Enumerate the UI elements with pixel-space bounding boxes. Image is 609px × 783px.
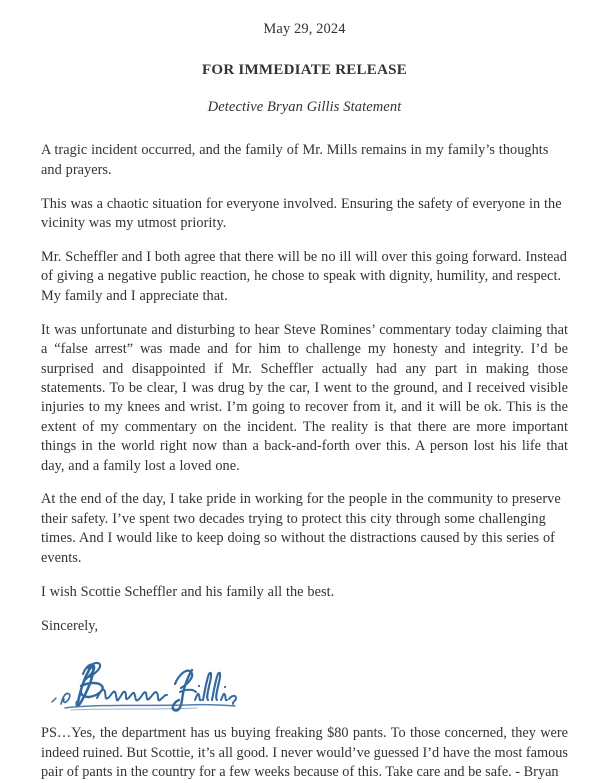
paragraph-5: At the end of the day, I take pride in working for the people in the community to preserve their safety. I’ve spent two decades trying to protect this city through some challenging times. And I would like to keep doing so without the distractions caused by this series of events. [41,491,561,566]
closing-salutation: Sincerely, [41,617,99,634]
paragraph-6: I wish Scottie Scheffler and his family all the best. [41,583,335,600]
paragraph-2: This was a chaotic situation for everyone involved. Ensuring the safety of everyone in the vicinity was my utmost priority. [41,195,562,232]
paragraph-3: Mr. Scheffler and I both agree that there will be no ill will over this going forward. Instead of giving a negative public reaction, he chose to speak with dignity, humility, and respect. My family and I appreciate that. [41,249,567,304]
document-subtitle: Detective Bryan Gillis Statement [207,99,402,116]
postscript-paragraph: PS…Yes, the department has us buying freaking $80 pants. To those concerned, they were indeed ruined. But Scottie, it’s all good. I never would’ve guessed I’d have the most famous pair of pants in the country for a few weeks because of this. Take care and be safe. - Bryan [41,725,568,781]
signature-block [41,650,568,724]
paragraph-4: It was unfortunate and disturbing to hear Steve Romines’ commentary today claiming that a “false arrest” was made and for him to challenge my honesty and integrity. I’d be surprised and disappointed if Mr. Scheffler actually had any part in making those statements. To be clear, I was drug by the car, I went to the ground, and I received visible injuries to my knees and wrist. I’m going to recover from it, and it will be ok. This is the extent of my commentary on the incident. The reality is that there are more important things in the world right now than a back-and-forth over this. A person lost his life that day, and a family lost a loved one. [41,321,568,474]
handwritten-signature-icon [47,652,247,718]
postscript-block [41,724,568,782]
document-body [41,116,568,782]
document-date: May 29, 2024 [263,21,346,37]
paragraph-1: A tragic incident occurred, and the family of Mr. Mills remains in my family’s thoughts and prayers. [41,142,549,178]
document-headline: FOR IMMEDIATE RELEASE [202,62,407,79]
